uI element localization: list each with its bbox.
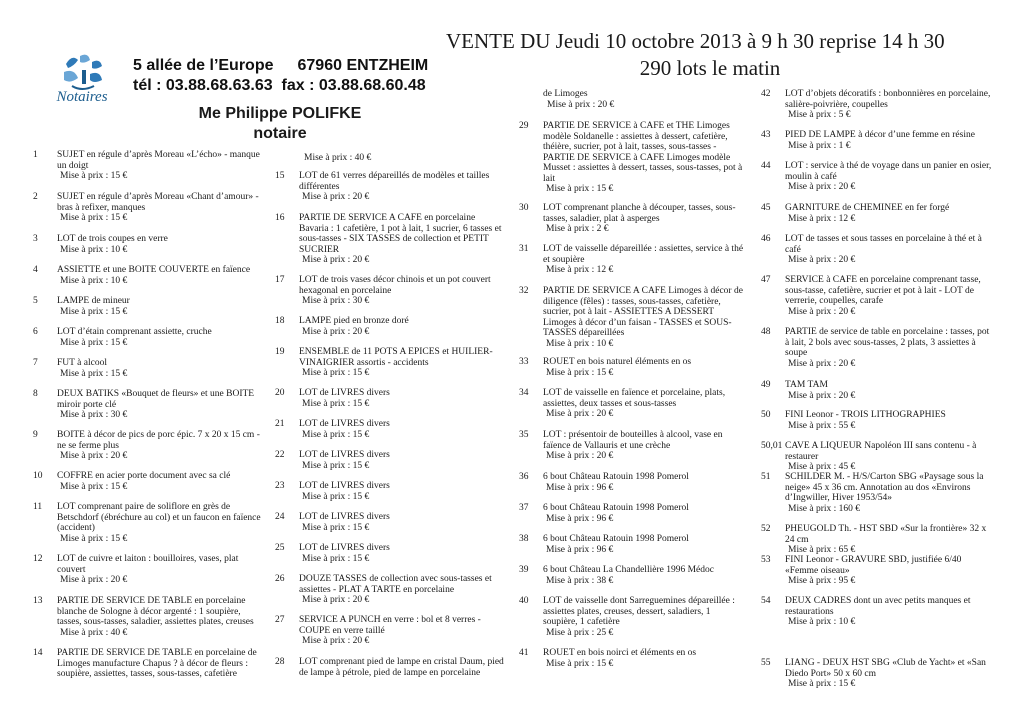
lot-item (275, 543, 507, 564)
lot-price: Mise à prix : 20 € (302, 192, 370, 202)
lot-item (761, 596, 993, 628)
lot-description: PIED DE LAMPE à décor d’une femme en résine (785, 130, 975, 140)
lot-description: LOT comprenant pied de lampe en cristal Daum, pied de lampe à pétrole, pied de lampe en porcelaine (299, 657, 504, 678)
lot-description: LIANG - DEUX HST SBG «Club de Yacht» et «San Diedo Port» 50 x 60 cm (785, 658, 986, 679)
lot-price: Mise à prix : 12 € (788, 213, 856, 224)
lot-price: Mise à prix : 20 € (60, 575, 128, 585)
lot-number: 19 (275, 347, 285, 357)
lot-number: 11 (33, 502, 43, 512)
lot-item (275, 574, 507, 606)
lot-description: LOT de vaisselle dépareillée : assiettes, service à thé et soupière (543, 244, 744, 265)
lot-item (519, 648, 747, 669)
lot-description: FINI Leonor - GRAVURE SBD, justifiée 6/40 «Femme oiseau» (785, 555, 962, 576)
lot-number: 29 (519, 121, 529, 131)
lot-price: Mise à prix : 15 € (60, 171, 128, 181)
lot-item (33, 327, 265, 348)
lot-item (761, 130, 993, 151)
lot-description: PARTIE DE SERVICE à CAFE et THE Limoges modèle Soldanelle : assiettes à dessert, cafetière, théière, sucrier, pot à lait, tasses, sous-tasses - PARTIE DE SERVICE à CAFE Limoges modèle Musset : assiettes à dessert, tasses, sous-tasses, pot à lait (543, 121, 743, 184)
lot-description: LOT de vaisselle en faïence et porcelaine, plats, assiettes, deux tasses et sous-tasses (543, 388, 726, 409)
lot-item (33, 648, 265, 680)
lots-count: 290 lots le matin (639, 56, 781, 80)
lot-price: Mise à prix : 20 € (302, 326, 370, 337)
lot-price: Mise à prix : 15 € (60, 306, 128, 317)
lot-number: 43 (761, 130, 771, 140)
lot-number: 37 (519, 503, 529, 513)
lot-description: LOT de trois coupes en verre (57, 234, 168, 244)
lot-description: GARNITURE de CHEMINEE en fer forgé (785, 203, 950, 213)
lot-item (761, 441, 993, 473)
lot-number: 10 (33, 471, 43, 481)
lot-description: PARTIE DE SERVICE DE TABLE en porcelaine blanche de Sologne à décor argenté : 1 soupière, tasses, sous-tasses, saladier, assiettes plates, creuses (57, 596, 254, 627)
lot-description: LOT comprenant planche à découper, tasses, sous-tasses, saladier, plat à asperges (543, 203, 736, 224)
lot-item (519, 534, 747, 555)
lot-description: 6 bout Château Ratouin 1998 Pomerol (543, 503, 689, 513)
lot-number: 15 (275, 171, 285, 181)
lot-price: Mise à prix : 20 € (788, 358, 856, 369)
lot-price: Mise à prix : 15 € (302, 491, 370, 502)
lot-price: Mise à prix : 160 € (788, 503, 861, 514)
phone-number: tél : 03.88.68.63.63 (133, 77, 273, 94)
lot-number: 51 (761, 472, 771, 482)
lot-price: Mise à prix : 55 € (788, 420, 856, 431)
lot-price: Mise à prix : 20 € (546, 451, 614, 461)
lot-item (275, 213, 507, 266)
lot-number: 48 (761, 327, 771, 337)
lot-price: Mise à prix : 20 € (788, 390, 856, 401)
lot-price: Mise à prix : 95 € (788, 576, 856, 586)
lot-number: 7 (33, 358, 38, 368)
lot-description: ASSIETTE et une BOITE COUVERTE en faïence (57, 265, 251, 275)
lot-price: Mise à prix : 15 € (788, 679, 856, 689)
lot-item (519, 472, 747, 493)
continued-price: Mise à prix : 40 € (304, 153, 372, 163)
lot-description: SERVICE à CAFE en porcelaine comprenant tasse, sous-tasse, cafetière, sucrier et pot à lait - LOT de verrerie, coupelles, carafe (785, 275, 981, 306)
lot-price: Mise à prix : 25 € (546, 627, 614, 638)
lot-item (519, 565, 747, 586)
office-address (133, 56, 428, 96)
lot-price: Mise à prix : 15 € (60, 481, 128, 492)
lot-number: 41 (519, 648, 529, 658)
lot-item (33, 554, 265, 586)
lot-price: Mise à prix : 15 € (302, 522, 370, 533)
lot-item (275, 450, 507, 471)
lot-description: LOT de LIVRES divers (299, 419, 390, 429)
lot-number: 50,01 (761, 441, 783, 451)
continued-price: Mise à prix : 20 € (547, 100, 615, 110)
lot-price: Mise à prix : 96 € (546, 513, 614, 524)
lot-number: 24 (275, 512, 285, 522)
lot-price: Mise à prix : 45 € (788, 462, 856, 472)
lot-item (275, 275, 507, 307)
lot-price: Mise à prix : 15 € (60, 368, 128, 379)
lot-price: Mise à prix : 20 € (788, 306, 856, 317)
lot-price: Mise à prix : 15 € (302, 553, 370, 564)
lot-number: 4 (33, 265, 38, 275)
lot-description: SUJET en régule d’après Moreau «Chant d’amour» - bras à refixer, manques (57, 192, 259, 213)
lot-item (519, 203, 747, 235)
lot-price: Mise à prix : 15 € (302, 368, 370, 378)
lot-item (519, 286, 747, 349)
lot-number: 1 (33, 150, 38, 160)
lot-description: PARTIE DE SERVICE A CAFE Limoges à décor de diligence (fêles) : tasses, sous-tasses, cafetière, sucrier, pot à lait - ASSIETTES A DESSERT Limoges à décor d’un faisan - TASSES et SOUS-TASSES dépareillées (543, 286, 743, 338)
notary-title: notaire (253, 125, 307, 142)
lot-item (761, 410, 993, 431)
lot-item (761, 658, 993, 690)
lot-item (33, 150, 265, 182)
lot-number: 6 (33, 327, 38, 337)
lot-number: 44 (761, 161, 771, 171)
lot-item (275, 347, 507, 379)
lot-price: Mise à prix : 20 € (788, 182, 856, 192)
lot-number: 20 (275, 388, 285, 398)
lot-number: 52 (761, 524, 771, 534)
lot-item (33, 234, 265, 255)
lot-description: ROUET en bois noirci et éléments en os (543, 648, 697, 658)
lot-number: 21 (275, 419, 285, 429)
lot-description: PARTIE DE SERVICE A CAFE en porcelaine Bavaria : 1 cafetière, 1 pot à lait, 1 sucrier, 6 tasses et sous-tasses - SIX TASSES de collection et PETIT SUCRIER (299, 213, 502, 255)
lot-number: 2 (33, 192, 38, 202)
lot-description: SCHILDER M. - H/S/Carton SBG «Paysage sous la neige» 45 x 36 cm. Annotation au dos «Environs d’Ingwiller, Hiver 1953/54» (785, 472, 984, 503)
lot-price: Mise à prix : 12 € (546, 265, 614, 275)
lot-item (33, 471, 265, 492)
lot-item (33, 430, 265, 462)
sale-title: VENTE DU Jeudi 10 octobre 2013 à 9 h 30 reprise 14 h 30 (446, 29, 945, 53)
lot-description: LOT d’objets décoratifs : bonbonnières en porcelaine, salière-poivrière, coupelles (785, 89, 991, 110)
lot-number: 14 (33, 648, 43, 658)
lot-price: Mise à prix : 40 € (60, 627, 128, 638)
street-address: 5 allée de l’Europe (133, 57, 274, 74)
lot-item (33, 358, 265, 379)
lot-item (761, 89, 993, 121)
lot-number: 27 (275, 615, 285, 625)
lot-description: LOT de vaisselle dont Sarreguemines dépareillée : assiettes plates, creuses, dessert, saladiers, 1 soupière, 1 cafetière (543, 596, 735, 627)
lot-number: 25 (275, 543, 285, 553)
lot-number: 40 (519, 596, 529, 606)
lot-number: 33 (519, 357, 529, 367)
lot-description: 6 bout Château La Chandellière 1996 Médoc (543, 565, 714, 575)
lot-description: DEUX BATIKS «Bouquet de fleurs» et une BOITE miroir porte clé (57, 389, 255, 410)
lot-description: CAVE A LIQUEUR Napoléon III sans contenu - à restaurer (785, 441, 977, 462)
lot-description: LOT de LIVRES divers (299, 450, 390, 460)
lot-description: LOT de cuivre et laiton : bouilloires, vases, plat couvert (57, 554, 239, 575)
lot-number: 46 (761, 234, 771, 244)
lot-item (33, 596, 265, 638)
lot-price: Mise à prix : 15 € (60, 213, 128, 223)
lot-number: 32 (519, 286, 529, 296)
lot-number: 22 (275, 450, 285, 460)
lot-description: ENSEMBLE de 11 POTS A EPICES et HUILIER-VINAIGRIER assortis - accidents (299, 347, 493, 368)
lot-number: 13 (33, 596, 43, 606)
lot-item (519, 357, 747, 378)
lot-description: LOT de trois vases décor chinois et un pot couvert hexagonal en porcelaine (299, 275, 491, 296)
lot-description: LOT de LIVRES divers (299, 481, 390, 491)
lot-number: 3 (33, 234, 38, 244)
lot-number: 53 (761, 555, 771, 565)
lot-number: 28 (275, 657, 285, 667)
continued-description: de Limoges (543, 89, 588, 99)
lot-description: ROUET en bois naturel éléments en os (543, 357, 692, 367)
lot-price: Mise à prix : 15 € (546, 658, 614, 669)
fax-number: fax : 03.88.68.60.48 (281, 77, 426, 94)
lot-item (761, 555, 993, 587)
city: 67960 ENTZHEIM (297, 57, 429, 74)
lot-item (33, 192, 265, 224)
lot-item (761, 380, 993, 401)
lot-description: FUT à alcool (57, 358, 107, 368)
lot-description: LAMPE pied en bronze doré (299, 316, 409, 326)
lot-item (761, 327, 993, 369)
lot-description: LOT d’étain comprenant assiette, cruche (57, 327, 212, 337)
lot-number: 12 (33, 554, 43, 564)
lot-number: 30 (519, 203, 529, 213)
lot-item (33, 502, 265, 544)
lot-number: 54 (761, 596, 771, 606)
lot-price: Mise à prix : 20 € (60, 451, 128, 461)
lot-price: Mise à prix : 5 € (788, 110, 851, 120)
lot-price: Mise à prix : 20 € (788, 255, 856, 265)
lot-price: Mise à prix : 15 € (546, 184, 614, 194)
lot-price: Mise à prix : 15 € (302, 398, 370, 409)
lot-item (519, 430, 747, 462)
lot-price: Mise à prix : 15 € (60, 533, 128, 544)
notary-name: Me Philippe POLIFKE (198, 105, 362, 122)
lot-description: LOT de LIVRES divers (299, 543, 390, 553)
lot-number: 42 (761, 89, 771, 99)
lot-item (761, 524, 993, 556)
lot-description: TAM TAM (785, 380, 828, 390)
lot-number: 55 (761, 658, 771, 668)
lot-description: LOT : présentoir de bouteilles à alcool, vase en faïence de Vallauris et une crèche (543, 430, 723, 451)
lot-item (275, 316, 507, 337)
lot-price: Mise à prix : 96 € (546, 544, 614, 555)
lot-description: LOT de 61 verres dépareillés de modèles et tailles différentes (299, 171, 490, 192)
lot-description: SERVICE A PUNCH en verre : bol et 8 verres - COUPE en verre taillé (299, 615, 481, 636)
lot-item (275, 419, 507, 440)
lot-price: Mise à prix : 10 € (60, 244, 128, 255)
lot-item (275, 512, 507, 533)
lot-number: 36 (519, 472, 529, 482)
lot-description: DOUZE TASSES de collection avec sous-tasses et assiettes - PLAT A TARTE en porcelaine (299, 574, 492, 595)
lot-item (761, 472, 993, 514)
lot-price: Mise à prix : 15 € (302, 429, 370, 440)
lot-item (519, 596, 747, 638)
lot-number: 23 (275, 481, 285, 491)
lot-price: Mise à prix : 15 € (60, 337, 128, 348)
lot-description: LOT de tasses et sous tasses en porcelaine à thé et à café (785, 234, 982, 255)
lot-price: Mise à prix : 2 € (546, 224, 609, 234)
lot-number: 8 (33, 389, 38, 399)
lot-price: Mise à prix : 30 € (302, 296, 370, 306)
lot-description: LOT de LIVRES divers (299, 512, 390, 522)
lot-item (275, 657, 507, 678)
lot-price: Mise à prix : 65 € (788, 545, 856, 555)
lot-description: LAMPE de mineur (57, 296, 130, 306)
lot-description: COFFRE en acier porte document avec sa clé (57, 471, 231, 481)
lot-description: FINI Leonor - TROIS LITHOGRAPHIES (785, 410, 946, 420)
lot-price: Mise à prix : 10 € (546, 338, 614, 349)
lot-price: Mise à prix : 20 € (302, 636, 370, 646)
lot-item (275, 481, 507, 502)
lot-description: SUJET en régule d’après Moreau «L’écho» - manque un doigt (57, 150, 260, 171)
lot-item (519, 121, 747, 195)
lot-item (33, 296, 265, 317)
lot-price: Mise à prix : 10 € (60, 275, 128, 286)
lot-item (275, 388, 507, 409)
lot-item (761, 161, 993, 193)
lot-number: 17 (275, 275, 285, 285)
lot-number: 16 (275, 213, 285, 223)
lot-item (761, 203, 993, 224)
lot-number: 5 (33, 296, 38, 306)
lot-price: Mise à prix : 96 € (546, 482, 614, 493)
lot-number: 50 (761, 410, 771, 420)
lot-description: 6 bout Château Ratouin 1998 Pomerol (543, 472, 689, 482)
lot-description: LOT comprenant paire de soliflore en grès de Betschdorf (ébréchure au col) et un faucon en faïence (accident) (57, 502, 261, 533)
lot-item (519, 244, 747, 276)
lot-number: 49 (761, 380, 771, 390)
lot-number: 18 (275, 316, 285, 326)
lot-price: Mise à prix : 1 € (788, 140, 851, 151)
lot-description: 6 bout Château Ratouin 1998 Pomerol (543, 534, 689, 544)
lot-item (519, 388, 747, 420)
lot-price: Mise à prix : 30 € (60, 410, 128, 420)
lot-description: DEUX CADRES dont un avec petits manques et restaurations (785, 596, 971, 617)
lot-number: 9 (33, 430, 38, 440)
lot-item (33, 389, 265, 421)
lot-description: PARTIE DE SERVICE DE TABLE en porcelaine de Limoges manufacture Chapus ? à décor de fleurs : soupière, assiettes, tasses, sous-tasses, cafetière (57, 648, 257, 679)
lot-price: Mise à prix : 10 € (788, 617, 856, 627)
lot-number: 47 (761, 275, 771, 285)
notary-block (180, 104, 380, 144)
lot-price: Mise à prix : 20 € (302, 595, 370, 605)
lot-item (275, 615, 507, 647)
lot-price: Mise à prix : 15 € (546, 367, 614, 378)
lot-number: 26 (275, 574, 285, 584)
lot-description: BOITE à décor de pics de porc épic. 7 x 20 x 15 cm - ne se ferme plus (57, 430, 260, 451)
lot-number: 31 (519, 244, 529, 254)
lot-price: Mise à prix : 15 € (302, 460, 370, 471)
lot-description: PHEUGOLD Th. - HST SBD «Sur la frontière» 32 x 24 cm (785, 524, 987, 545)
lot-number: 38 (519, 534, 529, 544)
lot-description: LOT : service à thé de voyage dans un panier en osier, moulin à café (785, 161, 992, 182)
lot-description: LOT de LIVRES divers (299, 388, 390, 398)
lot-price: Mise à prix : 20 € (546, 409, 614, 419)
lot-price: Mise à prix : 20 € (302, 255, 370, 265)
lot-number: 39 (519, 565, 529, 575)
lot-item (761, 275, 993, 317)
logo-text: Notaires (56, 89, 108, 105)
lot-number: 34 (519, 388, 529, 398)
lot-item (519, 503, 747, 524)
lot-number: 45 (761, 203, 771, 213)
lot-description: PARTIE de service de table en porcelaine : tasses, pot à lait, 2 bols avec sous-tasses, 2 plats, 3 assiettes à soupe (785, 327, 990, 358)
lot-number: 35 (519, 430, 529, 440)
lot-item (275, 171, 507, 203)
lot-price: Mise à prix : 38 € (546, 575, 614, 586)
lot-item (33, 265, 265, 286)
lot-item (761, 234, 993, 266)
